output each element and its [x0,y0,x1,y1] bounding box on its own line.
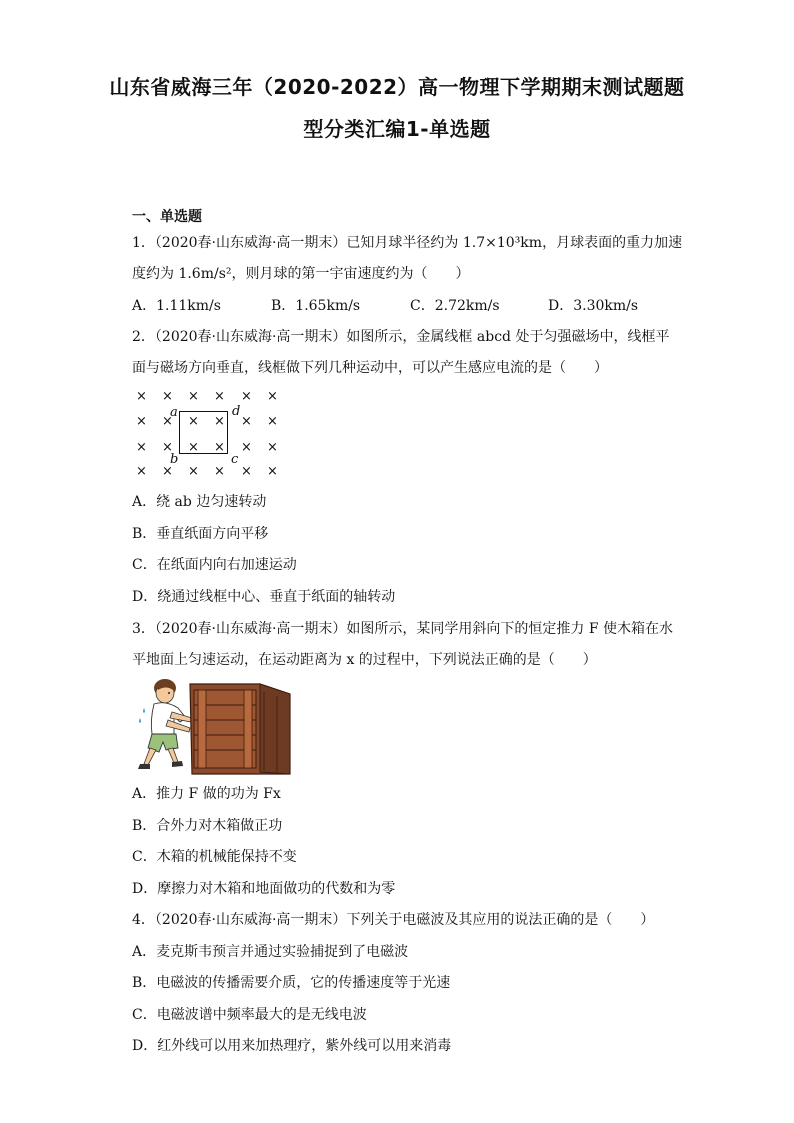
q1-option-d: D．3.30km/s [548,298,639,314]
field-mark: × [267,389,278,404]
field-mark: × [188,389,199,404]
document-title-line-1: 山东省威海三年（2020-2022）高一物理下学期期末测试题题 [109,75,685,99]
q3-stem-line-1: 3．（2020春·山东威海·高一期末）如图所示，某同学用斜向下的恒定推力 F 使木箱在水 [132,621,674,637]
field-mark: × [162,414,173,429]
q1-option-c: C．2.72km/s [410,298,500,314]
section-heading: 一、单选题 [132,209,202,225]
q4-stem-line-1: 4．（2020春·山东威海·高一期末）下列关于电磁波及其应用的说法正确的是（ ） [132,912,655,928]
corner-label-c: c [231,452,239,467]
q1-option-b: B．1.65km/s [271,298,361,314]
q4-option-b: B．电磁波的传播需要介质，它的传播速度等于光速 [132,975,451,991]
q2-option-a: A．绕 ab 边匀速转动 [132,494,267,510]
q1-stem-line-1: 1．（2020春·山东威海·高一期末）已知月球半径约为 1.7×10³km，月球表面的重力加速 [132,235,683,251]
q3-option-c: C．木箱的机械能保持不变 [132,849,297,865]
field-mark: × [188,464,199,479]
field-mark: × [162,440,173,455]
q2-stem-line-2: 面与磁场方向垂直，线框做下列几种运动中，可以产生感应电流的是（ ） [132,360,608,376]
q2-option-c: C．在纸面内向右加速运动 [132,557,297,573]
field-mark: × [267,414,278,429]
field-mark: × [136,414,147,429]
field-mark: × [136,464,147,479]
q3-option-a: A．推力 F 做的功为 Fx [132,786,281,802]
field-mark: × [162,464,173,479]
q2-stem-line-1: 2．（2020春·山东威海·高一期末）如图所示，金属线框 abcd 处于匀强磁场中，线框平 [132,329,670,345]
field-mark: × [241,464,252,479]
corner-label-a: a [170,405,178,420]
field-mark: × [188,440,199,455]
field-mark: × [267,464,278,479]
q3-option-d: D．摩擦力对木箱和地面做功的代数和为零 [132,881,396,897]
field-mark: × [214,414,225,429]
q3-option-b: B．合外力对木箱做正功 [132,818,283,834]
field-mark: × [241,389,252,404]
field-mark: × [136,440,147,455]
field-mark: × [136,389,147,404]
field-mark: × [214,389,225,404]
field-mark: × [162,389,173,404]
q2-option-d: D．绕通过线框中心、垂直于纸面的轴转动 [132,589,396,605]
magnetic-field-figure [132,386,292,482]
field-mark: × [214,440,225,455]
q4-option-d: D．红外线可以用来加热理疗，紫外线可以用来消毒 [132,1038,452,1054]
field-mark: × [214,464,225,479]
q3-stem-line-2: 平地面上匀速运动，在运动距离为 x 的过程中，下列说法正确的是（ ） [132,652,597,668]
field-mark: × [241,440,252,455]
corner-label-d: d [232,404,241,419]
boy-pushing-crate-illustration [132,676,292,776]
field-mark: × [241,414,252,429]
q4-option-a: A．麦克斯韦预言并通过实验捕捉到了电磁波 [132,944,409,960]
q4-option-c: C．电磁波谱中频率最大的是无线电波 [132,1007,367,1023]
field-mark: × [267,440,278,455]
document-title-line-2: 型分类汇编1-单选题 [303,117,491,141]
q1-option-a: A．1.11km/s [132,298,221,314]
corner-label-b: b [170,452,179,467]
q2-option-b: B．垂直纸面方向平移 [132,526,269,542]
field-mark: × [188,414,199,429]
q1-stem-line-2: 度约为 1.6m/s²，则月球的第一宇宙速度约为（ ） [132,266,470,282]
